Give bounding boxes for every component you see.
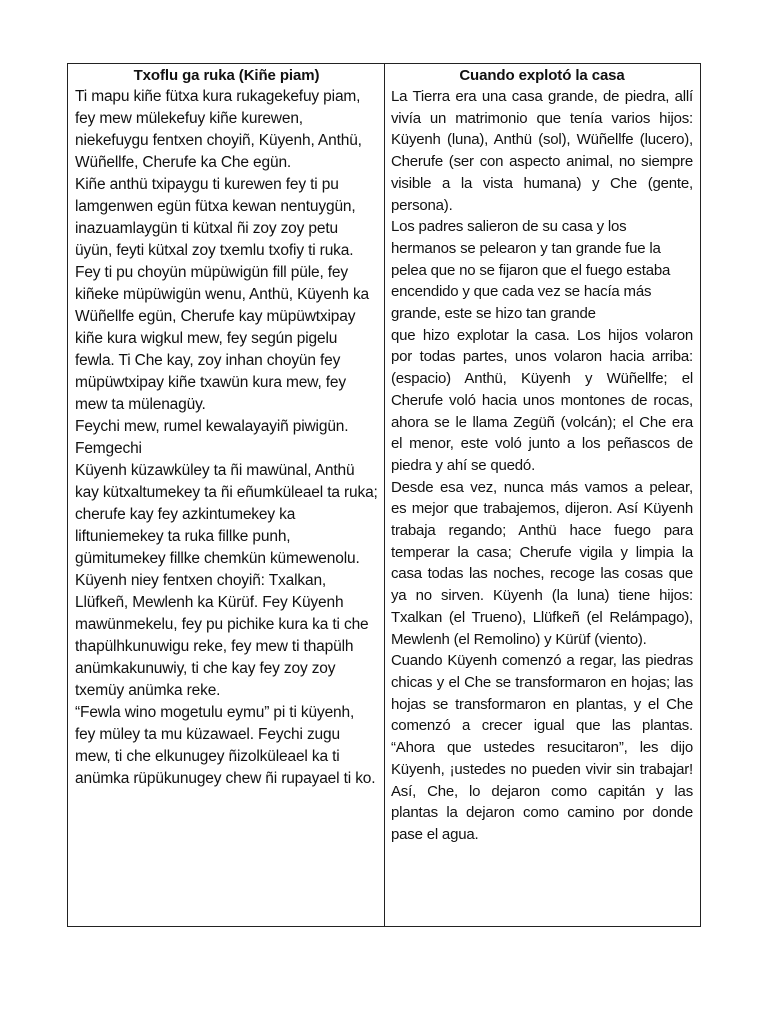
- mapudungun-paragraph: “Fewla wino mogetulu eymu” pi ti küyenh, fey müley ta mu küzawael. Feychi zugu mew, ti che elkunugey ñizolküleael ka ti anümka rüpükunugey chew ñi rupayael ti ko.: [75, 704, 376, 787]
- spanish-paragraph: Desde esa vez, nunca más vamos a pelear, es mejor que trabajemos, dijeron. Así Küyenh trabaja regando; Anthü hace fuego para temperar la casa; Cherufe vigila y limpia la casa todas las noches, recoge las cosas que ya no sirven. Küyenh (la luna) tiene hijos: Txalkan (el Trueno), Llüfkeñ (el Relámpago), Mewlenh (el Remolino) y Kürüf (viento).: [391, 478, 693, 648]
- spanish-column: [385, 64, 700, 926]
- bilingual-story-table: [67, 63, 701, 927]
- mapudungun-paragraph: Feychi mew, rumel kewalayayiñ piwigün. Femgechi: [75, 418, 349, 457]
- spanish-paragraph: La Tierra era una casa grande, de piedra, allí vivía un matrimonio que tenía varios hijos: Küyenh (luna), Anthü (sol), Wüñellfe (lucero), Cherufe (ser con aspecto animal, no siempre visible a la vista humana) y Che (gente, persona).: [391, 88, 693, 214]
- spanish-paragraph: Cuando Küyenh comenzó a regar, las piedras chicas y el Che se transformaron en hojas; las hojas se transformaron en plantas, y el Che comenzó a crecer igual que las plantas. “Ahora que ustedes resucitaron”, les dijo Küyenh, ¡ustedes no pueden vivir sin trabajar! Así, Che, lo dejaron como capitán y las plantas la dejaron como camino por donde pase el agua.: [391, 652, 693, 843]
- spanish-title: Cuando explotó la casa: [459, 67, 625, 84]
- mapudungun-column: [68, 64, 385, 926]
- spanish-paragraph: que hizo explotar la casa. Los hijos volaron por todas partes, unos volaron hacia arriba: (espacio) Anthü, Küyenh y Wüñellfe; el Cherufe voló hacia unos montones de rocas, ahora se le llama Zegüñ (volcán); el Che era el menor, este voló junto a los peñascos de piedra y ahí se quedó.: [391, 326, 693, 474]
- mapudungun-paragraph: Kiñe anthü txipaygu ti kurewen fey ti pu lamgenwen egün fütxa kewan nentuygün, inazuamlaygün ti kütxal ñi zoy zoy petu üyün, feyti kütxal zoy txemlu txofiy ti ruka. Fey ti pu choyün müpüwigün fill püle, fey kiñeke müpüwigün wenu, Anthü, Küyenh ka Wüñellfe egün, Cherufe kay müpüwtxipay kiñe kura wigkul mew, fey según pigelu fewla. Ti Che kay, zoy inhan choyün fey müpüwtxipay kiñe txawün kura mew, fey mew ta mülenagüy.: [75, 176, 370, 413]
- mapudungun-paragraph: Küyenh niey fentxen choyiñ: Txalkan, Llüfkeñ, Mewlenh ka Kürüf. Fey Küyenh mawünmekelu, fey pu pichike kura ka ti che thapülhkunuwigu reke, fey mew ti thapülh anümkakunuwiy, ti che kay fey zoy zoy txemüy anümka reke.: [75, 572, 369, 699]
- mapudungun-paragraph: Ti mapu kiñe fütxa kura rukagekefuy piam, fey mew mülekefuy kiñe kurewen, niekefuygu fentxen choyiñ, Küyenh, Anthü, Wüñellfe, Cherufe ka Che egün.: [75, 88, 362, 171]
- spanish-paragraph: Los padres salieron de su casa y los hermanos se pelearon y tan grande fue la pelea que no se fijaron que el fuego estaba encendido y que cada vez se hacía más grande, este se hizo tan grande: [391, 218, 671, 323]
- mapudungun-paragraph: Küyenh küzawküley ta ñi mawünal, Anthü kay kütxaltumekey ta ñi eñumküleael ta ruka; cherufe kay fey azkintumekey ka liftuniemekey ta ruka fillke punh, gümitumekey fillke chemkün kümewenolu.: [75, 462, 378, 567]
- mapudungun-title: Txoflu ga ruka (Kiñe piam): [133, 67, 320, 84]
